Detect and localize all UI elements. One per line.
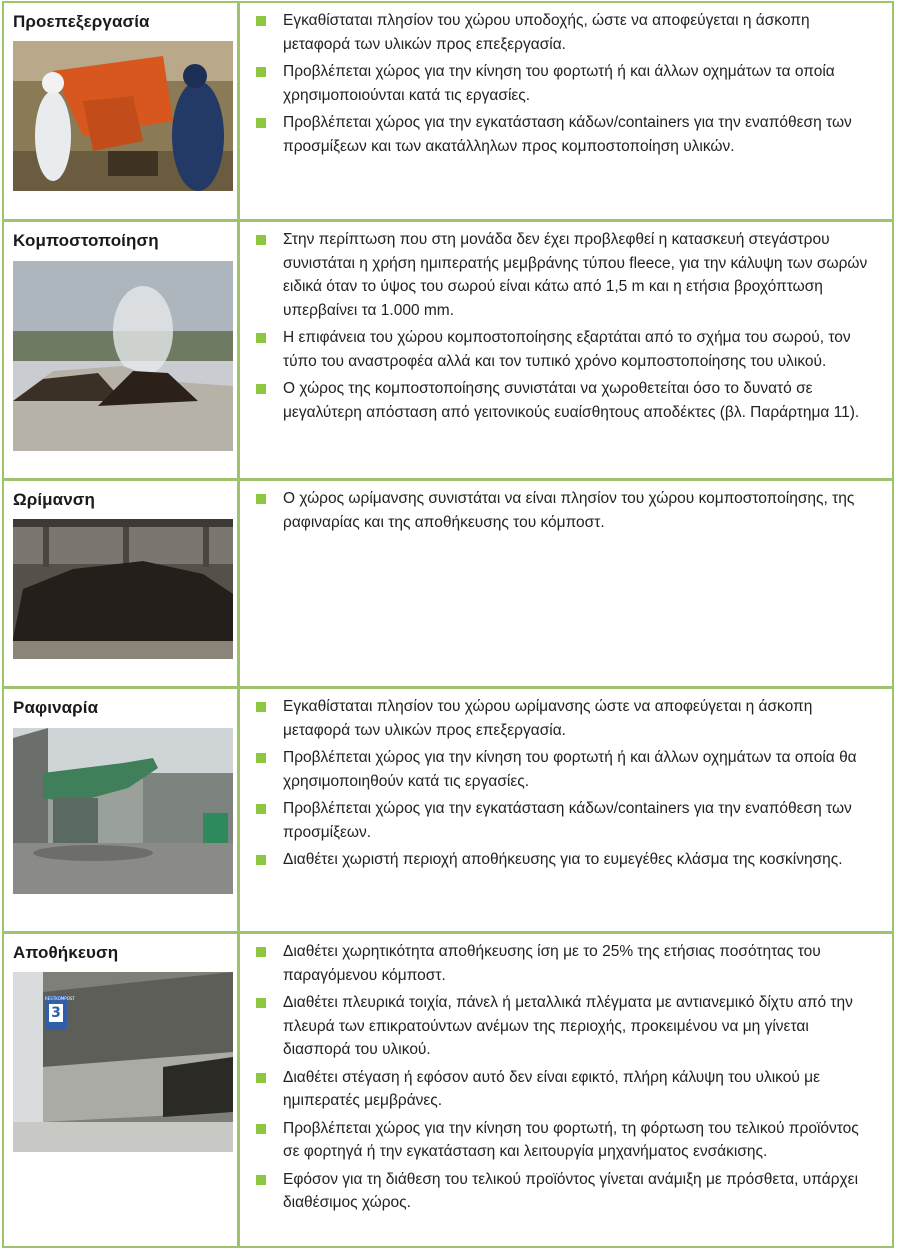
row-storage — [4, 931, 892, 1246]
bullet-list — [240, 481, 892, 534]
row-header-cell — [4, 934, 240, 1246]
row-content-cell — [240, 3, 892, 219]
bullet-list — [240, 689, 892, 872]
section-title: Κομποστοποίηση — [13, 231, 159, 250]
composting-photo — [13, 261, 233, 451]
section-title: Ραφιναρία — [13, 698, 99, 717]
bullet-item: Ο χώρος της κομποστοποίησης συνιστάται να χωροθετείται όσο το δυνατό σε μεγαλύτερη απόσταση από γειτονικούς ευαίσθητους αποδέκτες (βλ. Παράρτημα 11). — [256, 377, 878, 424]
row-header-cell — [4, 689, 240, 931]
storage-sign-label: RESTKOMPOST — [45, 996, 75, 1001]
facility-requirements-table — [2, 1, 894, 1248]
section-title: Προεπεξεργασία — [13, 12, 150, 31]
bullet-list — [240, 934, 892, 1215]
bullet-item: Προβλέπεται χώρος για την εγκατάσταση κάδων/containers για την εναπόθεση των προσμίξεων. — [256, 797, 878, 844]
storage-photo — [13, 972, 233, 1152]
row-header-cell — [4, 3, 240, 219]
bullet-item: Ο χώρος ωρίμανσης συνιστάται να είναι πλησίον του χώρου κομποστοποίησης, της ραφιναρίας και της αποθήκευσης του κόμποστ. — [256, 487, 878, 534]
row-header-cell — [4, 481, 240, 686]
section-title: Ωρίμανση — [13, 490, 95, 509]
preprocessing-photo — [13, 41, 233, 191]
bullet-item: Προβλέπεται χώρος για την εγκατάσταση κάδων/containers για την εναπόθεση των προσμίξεων και των ακατάλληλων προς κομποστοποίηση υλικών. — [256, 111, 878, 158]
refinery-photo — [13, 728, 233, 894]
bullet-item: Η επιφάνεια του χώρου κομποστοποίησης εξαρτάται από το σχήμα του σωρού, τον τύπο του αναστροφέα αλλά και τον τυπικό χρόνο κομποστοποίησης του υλικού. — [256, 326, 878, 373]
maturation-photo — [13, 519, 233, 659]
bullet-list — [240, 222, 892, 424]
bullet-item: Προβλέπεται χώρος για την κίνηση του φορτωτή ή και άλλων οχημάτων τα οποία χρησιμοποιούνται κατά τις εργασίες. — [256, 60, 878, 107]
section-title: Αποθήκευση — [13, 943, 119, 962]
bullet-list — [240, 3, 892, 158]
row-content-cell — [240, 222, 892, 478]
bullet-item: Εγκαθίσταται πλησίον του χώρου ωρίμανσης ώστε να αποφεύγεται η άσκοπη μεταφορά των υλικών προς επεξεργασία. — [256, 695, 878, 742]
bullet-item: Διαθέτει χωρητικότητα αποθήκευσης ίση με το 25% της ετήσιας ποσότητας του παραγόμενου κόμποστ. — [256, 940, 878, 987]
row-header-cell — [4, 222, 240, 478]
storage-sign-number: 3 — [49, 1004, 63, 1022]
row-content-cell — [240, 934, 892, 1246]
row-composting — [4, 219, 892, 478]
bullet-item: Εφόσον για τη διάθεση του τελικού προϊόντος γίνεται ανάμιξη με πρόσθετα, υπάρχει διαθέσιμος χώρος. — [256, 1168, 878, 1215]
row-refinery — [4, 686, 892, 931]
bullet-item: Προβλέπεται χώρος για την κίνηση του φορτωτή, τη φόρτωση του τελικού προϊόντος σε φορτηγά ή την εγκατάσταση και λειτουργία μηχανήματος ενσάκισης. — [256, 1117, 878, 1164]
storage-sign — [45, 996, 75, 1030]
row-content-cell — [240, 481, 892, 686]
bullet-item: Προβλέπεται χώρος για την κίνηση του φορτωτή ή και άλλων οχημάτων τα οποία θα χρησιμοποιηθούν κατά τις εργασίες. — [256, 746, 878, 793]
row-maturation — [4, 478, 892, 686]
bullet-item: Διαθέτει στέγαση ή εφόσον αυτό δεν είναι εφικτό, πλήρη κάλυψη του υλικού με ημιπερατές μεμβράνες. — [256, 1066, 878, 1113]
bullet-item: Διαθέτει χωριστή περιοχή αποθήκευσης για το ευμεγέθες κλάσμα της κοσκίνησης. — [256, 848, 878, 872]
bullet-item: Εγκαθίσταται πλησίον του χώρου υποδοχής, ώστε να αποφεύγεται η άσκοπη μεταφορά των υλικών προς επεξεργασία. — [256, 9, 878, 56]
row-preprocessing — [4, 3, 892, 219]
bullet-item: Στην περίπτωση που στη μονάδα δεν έχει προβλεφθεί η κατασκευή στεγάστρου συνιστάται η χρήση ημιπερατής μεμβράνης τύπου fleece, για την κάλυψη των σωρών ειδικά όταν το ύψος του σωρού είναι κάτω από 1,5 m και η ετήσια βροχόπτωση υπερβαίνει τα 1.000 mm. — [256, 228, 878, 322]
row-content-cell — [240, 689, 892, 931]
bullet-item: Διαθέτει πλευρικά τοιχία, πάνελ ή μεταλλικά πλέγματα με αντιανεμικό δίχτυ από την πλευρά των επικρατούντων ανέμων της περιοχής, προκειμένου να μη γίνεται διασπορά του υλικού. — [256, 991, 878, 1062]
